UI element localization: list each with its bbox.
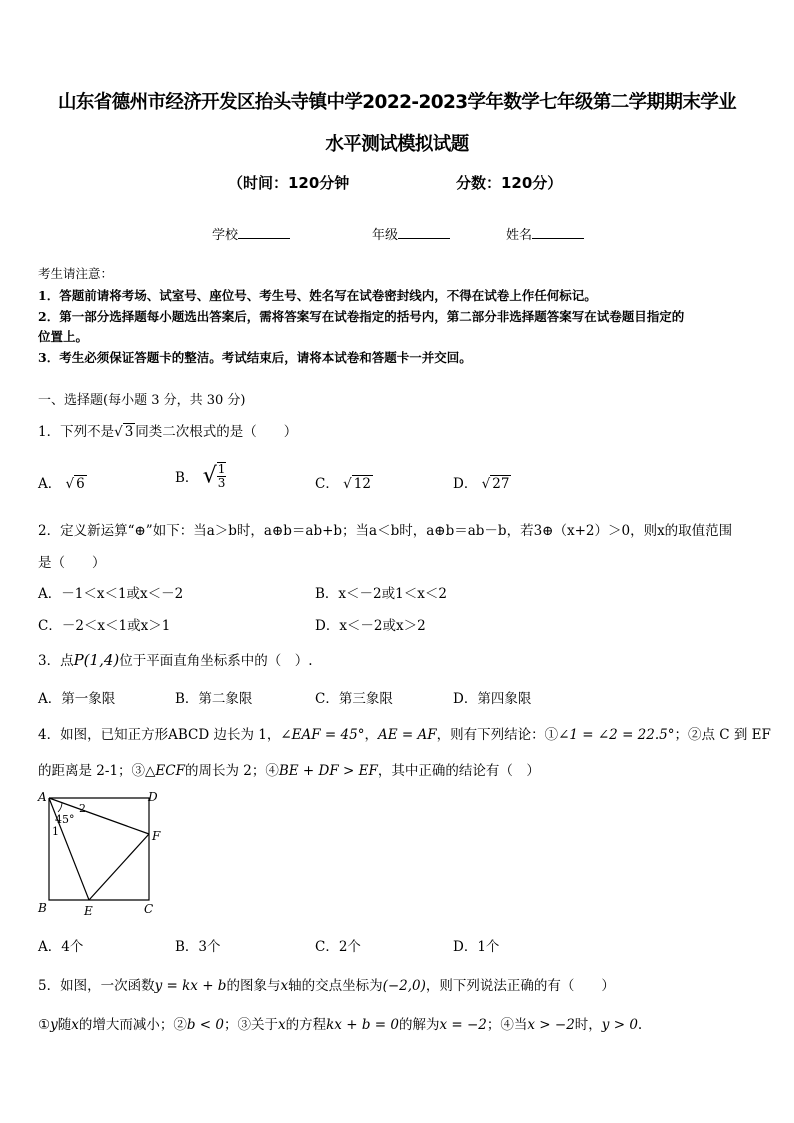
exam-time: （时间：120分钟 [228,174,350,192]
q5-l2-g: ；④当 [486,1017,528,1033]
label-f: F [152,829,161,843]
q1-d-label: D． [453,476,478,492]
q1-b-fraction [217,462,227,490]
q4-option-b[interactable]: B．3个 [175,939,221,955]
q4-line2-pre: 的距离是 2-1；③ [38,763,146,779]
q4-text-mid: ，则有下列结论：① [436,727,559,743]
label-e: E [84,904,93,918]
q4-line2-mid: 的周长为 2；④ [184,763,279,779]
q4-stem-line1 [38,723,771,743]
note-2a: 2．第一部分选择题每小题选出答案后，需将答案写在试卷指定的括号内，第二部分非选择题答案写在试卷题目指定的 [38,309,685,324]
q5-l2-y: y [50,1017,58,1033]
q4-option-d[interactable]: D．1个 [453,939,500,955]
q3-option-c[interactable]: C．第三象限 [315,691,393,707]
q3-option-a[interactable]: A．第一象限 [38,691,116,707]
q2-stem-line1: 2．定义新运算“⊕”如下：当a＞b时，a⊕b＝ab+b；当a＜b时，a⊕b＝ab－b，若3⊕（x+2）＞0，则x的取值范围 [38,523,733,539]
q4-sep1: ， [364,727,378,743]
q2-stem-line2: 是（ ） [38,555,106,571]
label-45deg: 45° [55,813,75,826]
q2-option-b[interactable]: B．x＜－2或1＜x＜2 [315,586,447,602]
q5-l2-a: ① [38,1017,51,1033]
q5-l2-x2: x [278,1017,286,1033]
q5-l2-h: 时， [574,1017,602,1033]
q4-eq-inequality: BE + DF > EF [278,763,378,779]
q2-option-d[interactable]: D．x＜－2或x＞2 [315,618,426,634]
q1-stem: 1．下列不是√ 3 同类二次根式的是（ ） [38,424,298,440]
q5-l2-d: ；③关于 [224,1017,278,1033]
label-c: C [144,902,154,916]
notes-heading: 考生请注意： [38,266,114,281]
name-blank[interactable] [532,226,584,239]
q1-b-denominator: 3 [217,476,226,491]
q1-a-label: A． [38,476,62,492]
q5-stem-line1 [38,974,615,994]
school-blank[interactable] [238,226,290,239]
q1-text-pre: 1．下列不是 [38,424,115,440]
q5-l2-eq4: x > −2 [527,1017,575,1033]
q5-l2-x: x [71,1017,79,1033]
q4-square-figure [34,788,174,920]
q5-text-pre: 5．如图，一次函数 [38,978,155,994]
q5-text-mid2: 轴的交点坐标为 [288,978,383,994]
grade-label: 年级 [372,228,399,243]
page-title: 山东省德州市经济开发区抬头寺镇中学2022-2023学年数学七年级第二学期期末学业 [57,92,737,113]
q1-d-radicand: 27 [492,476,510,492]
segment-ef [89,834,149,900]
page-title-line2: 水平测试模拟试题 [325,134,469,155]
q3-point: P(1,4) [73,651,120,669]
note-2b: 位置上。 [38,329,89,344]
q3-stem [38,649,313,669]
note-1: 1．答题前请将考场、试室号、座位号、考生号、姓名写在试卷密封线内，不得在试卷上作任何标记。 [38,288,597,303]
q4-eq-triangle: △ECF [145,763,185,779]
angle-arc [58,802,62,812]
q2-option-a[interactable]: A．－1＜x＜1或x＜－2 [38,586,184,602]
q3-option-b[interactable]: B．第二象限 [175,691,253,707]
q4-text-post: ；②点 C 到 EF [674,727,771,743]
name-label: 姓名 [506,228,533,243]
q3-text-pre: 3．点 [38,653,74,669]
q5-eq-linear: y = kx + b [154,978,227,994]
q5-text-mid1: 的图象与 [226,978,281,994]
q5-text-post: ，则下列说法正确的有（ ） [425,978,615,994]
note-3: 3．考生必须保证答题卡的整洁。考试结束后，请将本试卷和答题卡一并交回。 [38,350,472,365]
q4-option-c[interactable]: C．2个 [315,939,361,955]
q5-l2-eq3: x = −2 [439,1017,487,1033]
label-a: A [38,790,47,804]
q4-line2-post: ，其中正确的结论有（ ） [377,763,540,779]
q4-option-a[interactable]: A．4个 [38,939,84,955]
q4-text-pre: 4．如图，已知正方形ABCD 边长为 1， [38,727,281,743]
q5-l2-i: . [637,1017,643,1033]
grade-blank[interactable] [398,226,450,239]
q3-text-post: 位于平面直角坐标系中的（ ）. [119,653,313,669]
q1-radicand: 3 [124,424,134,440]
label-angle-1: 1 [52,825,59,838]
q1-b-label: B． [175,470,199,487]
label-b: B [38,901,47,915]
section-heading: 一、选择题(每小题 3 分，共 30 分) [38,393,246,408]
q5-stem-line2 [38,1013,642,1033]
q1-option-c[interactable]: C． √ 12 [315,476,371,492]
q4-eq-angle: ∠EAF = 45° [280,727,365,743]
q1-b-numerator: 1 [217,462,226,476]
q5-l2-f: 的解为 [398,1017,440,1033]
q5-var-x: x [280,978,289,994]
exam-score: 分数：120分） [456,174,563,192]
label-angle-2: 2 [79,802,86,815]
label-d: D [148,790,158,804]
q1-a-radicand: 6 [76,476,85,492]
q1-option-a[interactable]: A． √ 6 [38,476,85,492]
q5-l2-eq5: y > 0 [601,1017,638,1033]
q1-text-post: 同类二次根式的是（ ） [135,424,298,440]
q5-l2-eq1: b < 0 [186,1017,224,1033]
q5-l2-c: 的增大而减小；② [78,1017,187,1033]
q4-eq-angles12: ∠1 = ∠2 = 22.5° [558,727,675,743]
q1-option-d[interactable]: D． √ 27 [453,476,510,492]
q5-l2-e: 的方程 [285,1017,327,1033]
q2-option-c[interactable]: C．－2＜x＜1或x＞1 [38,618,171,634]
school-field [212,224,290,243]
name-field [506,224,584,243]
q5-point: (−2,0) [382,978,426,994]
q3-option-d[interactable]: D．第四象限 [453,691,532,707]
q5-l2-eq2: kx + b = 0 [326,1017,399,1033]
q5-l2-b: 随 [57,1017,72,1033]
q4-stem-line2 [38,759,540,779]
q1-c-label: C． [315,476,339,492]
grade-field [372,224,450,243]
school-label: 学校 [212,228,239,243]
q1-c-radicand: 12 [353,476,371,492]
q1-option-b[interactable]: B． √ $\frac{1}{3}$ [175,462,226,491]
q4-eq-sides: AE = AF [377,727,437,743]
